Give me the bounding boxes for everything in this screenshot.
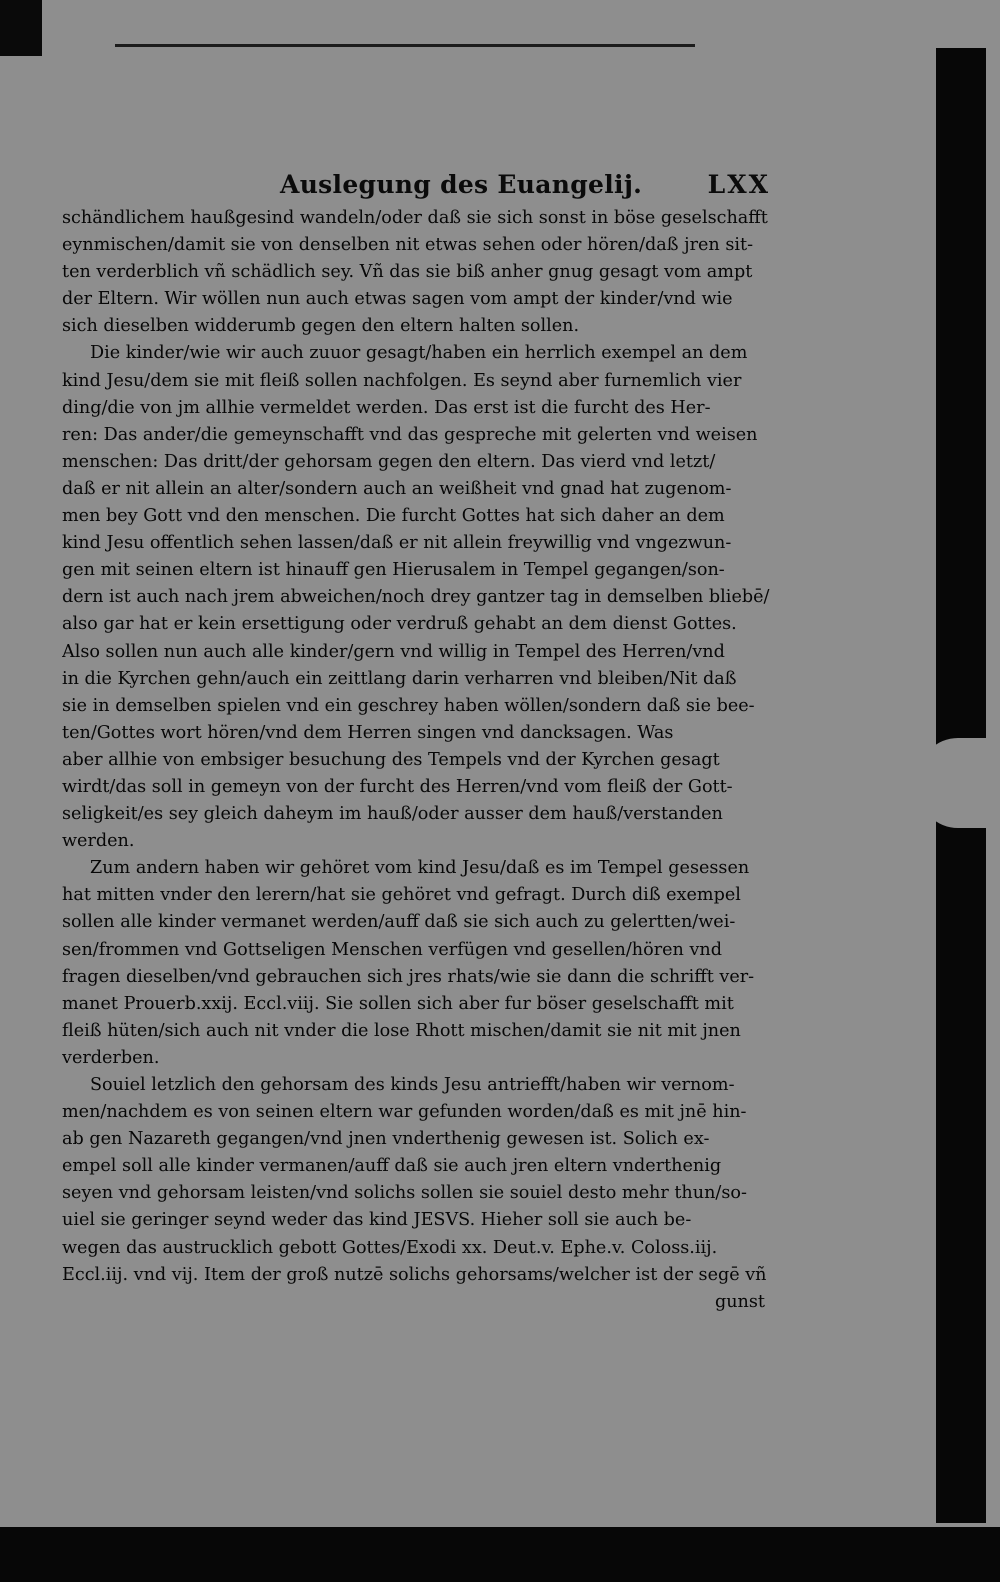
text-line: ten/Gottes wort hören/vnd dem Herren singen vnd dancksagen. Was	[62, 722, 674, 743]
text-line: Souiel letzlich den gehorsam des kinds Jesu antriefft/haben wir vernom-	[90, 1075, 735, 1095]
text-line: men bey Gott vnd den menschen. Die furcht Gottes hat sich daher an dem	[62, 506, 725, 527]
scan-corner-mark	[0, 0, 42, 56]
text-line: men/nachdem es von seinen eltern war gefunden worden/daß es mit jnē hin-	[62, 1102, 747, 1123]
body-text	[62, 205, 777, 1316]
text-line: fleiß hüten/sich auch nit vnder die lose Rhott mischen/damit sie nit mit jnen	[62, 1020, 741, 1041]
text-line: menschen: Das dritt/der gehorsam gegen den eltern. Das vierd vnd letzt/	[62, 451, 716, 472]
page-header	[280, 170, 770, 206]
text-line: in die Kyrchen gehn/auch ein zeittlang darin verharren vnd bleiben/Nit daß	[62, 668, 737, 689]
catchword: gunst	[714, 1291, 765, 1312]
top-rule	[115, 44, 695, 47]
text-line: daß er nit allein an alter/sondern auch an weißheit vnd gnad hat zugenom-	[62, 478, 732, 499]
text-line: seyen vnd gehorsam leisten/vnd solichs sollen sie souiel desto mehr thun/so-	[62, 1183, 747, 1204]
text-line: Also sollen nun auch alle kinder/gern vnd willig in Tempel des Herren/vnd	[62, 641, 725, 662]
text-line: aber allhie von embsiger besuchung des Tempels vnd der Kyrchen gesagt	[62, 749, 720, 770]
text-line: hat mitten vnder den lerern/hat sie gehöret vnd gefragt. Durch diß exempel	[62, 885, 741, 906]
text-line: uiel sie geringer seynd weder das kind JESVS. Hieher soll sie auch be-	[62, 1210, 692, 1231]
text-line: sich dieselben widderumb gegen den eltern halten sollen.	[62, 316, 580, 337]
text-line: seligkeit/es sey gleich daheym im hauß/oder ausser dem hauß/verstanden	[62, 804, 723, 825]
running-title: Auslegung des Euangelij.	[280, 170, 643, 199]
text-line: Eccl.iij. vnd vij. Item der groß nutzē solichs gehorsams/welcher ist der segē vñ	[62, 1264, 767, 1285]
page-edge-notch	[918, 738, 998, 828]
text-line: manet Prouerb.xxij. Eccl.viij. Sie sollen sich aber fur böser geselschafft mit	[62, 993, 734, 1014]
text-line: der Eltern. Wir wöllen nun auch etwas sagen vom ampt der kinder/vnd wie	[62, 289, 733, 310]
text-line: sen/frommen vnd Gottseligen Menschen verfügen vnd gesellen/hören vnd	[62, 939, 722, 960]
text-line: verderben.	[62, 1047, 160, 1068]
text-line: werden.	[62, 831, 135, 852]
text-line: gen mit seinen eltern ist hinauff gen Hierusalem in Tempel gegangen/son-	[62, 560, 725, 581]
text-line: fragen dieselben/vnd gebrauchen sich jres rhats/wie sie dann die schrifft ver-	[62, 966, 755, 987]
text-line: schändlichem haußgesind wandeln/oder daß sie sich sonst in böse geselschafft	[62, 208, 768, 228]
text-line: wirdt/das soll in gemeyn von der furcht des Herren/vnd vom fleiß der Gott-	[62, 776, 733, 797]
text-line: eynmischen/damit sie von denselben nit etwas sehen oder hören/daß jren sit-	[62, 235, 754, 256]
text-line: sollen alle kinder vermanet werden/auff daß sie sich auch zu gelertten/wei-	[62, 912, 736, 933]
text-line: ab gen Nazareth gegangen/vnd jnen vnderthenig gewesen ist. Solich ex-	[62, 1129, 710, 1150]
text-line: wegen das austrucklich gebott Gottes/Exodi xx. Deut.v. Ephe.v. Coloss.iij.	[62, 1237, 718, 1258]
text-line: kind Jesu offentlich sehen lassen/daß er nit allein freywillig vnd vngezwun-	[62, 533, 732, 554]
text-line: kind Jesu/dem sie mit fleiß sollen nachfolgen. Es seynd aber furnemlich vier	[62, 370, 742, 391]
text-line: also gar hat er kein ersettigung oder verdruß gehabt an dem dienst Gottes.	[62, 614, 737, 635]
page-bottom-shadow	[0, 1527, 1000, 1582]
text-line: Die kinder/wie wir auch zuuor gesagt/haben ein herrlich exempel an dem	[90, 343, 748, 364]
text-line: ren: Das ander/die gemeynschafft vnd das gespreche mit gelerten vnd weisen	[62, 424, 758, 445]
text-line: ten verderblich vñ schädlich sey. Vñ das sie biß anher gnug gesagt vom ampt	[62, 262, 753, 283]
text-line: sie in demselben spielen vnd ein geschrey haben wöllen/sondern daß sie bee-	[62, 695, 755, 716]
text-line: dern ist auch nach jrem abweichen/noch drey gantzer tag in demselben bliebē/	[62, 587, 770, 608]
text-line: empel soll alle kinder vermanen/auff daß sie auch jren eltern vnderthenig	[62, 1156, 722, 1177]
text-line: Zum andern haben wir gehöret vom kind Jesu/daß es im Tempel gesessen	[90, 858, 750, 879]
text-line: ding/die von jm allhie vermeldet werden. Das erst ist die furcht des Her-	[62, 397, 711, 418]
folio-number: LXX	[707, 170, 770, 199]
